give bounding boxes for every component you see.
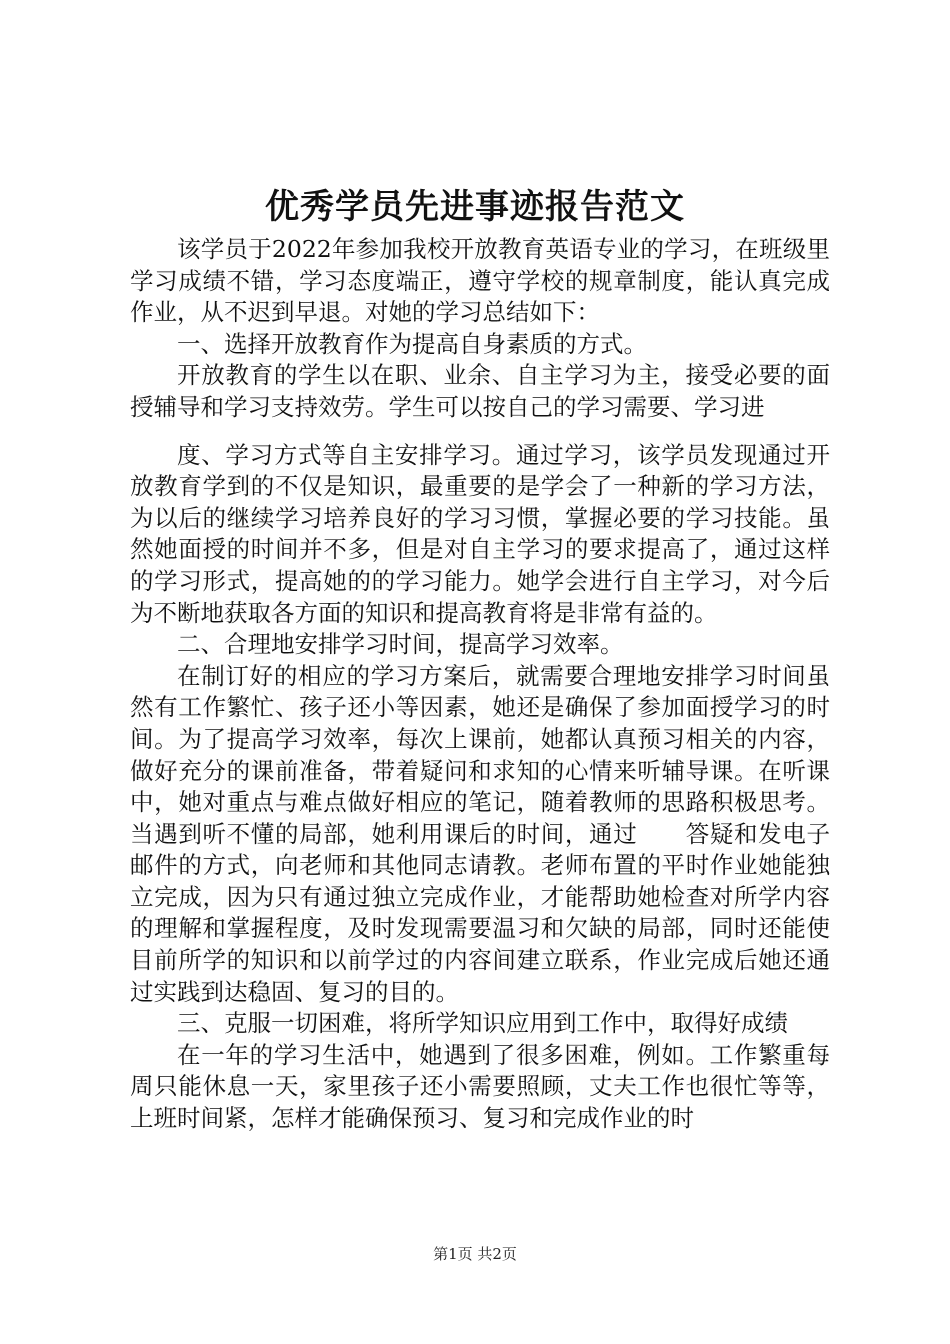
page-footer: 第1页 共2页 — [433, 1245, 517, 1263]
paragraph-difficulties: 在一年的学习生活中，她遇到了很多困难，例如。工作繁重每周只能休息一天，家里孩子还小需要照顾，丈夫工作也很忙等等，上班时间紧，怎样才能确保预习、复习和完成作业的时 — [130, 1040, 830, 1133]
document-title: 优秀学员先进事迹报告范文 — [265, 187, 685, 227]
paragraph-open-education: 开放教育的学生以在职、业余、自主学习为主，接受必要的面授辅导和学习支持效劳。学生可以按自己的学习需要、学习进 — [130, 361, 830, 421]
paragraph-intro: 该学员于2022年参加我校开放教育英语专业的学习，在班级里学习成绩不错，学习态度端正，遵守学校的规章制度，能认真完成作业，从不迟到早退。对她的学习总结如下： — [130, 235, 830, 327]
document-body — [130, 234, 830, 1135]
paragraph-study-time: 在制订好的相应的学习方案后，就需要合理地安排学习时间虽然有工作繁忙、孩子还小等因素，她还是确保了参加面授学习的时间。为了提高学习效率，每次上课前，她都认真预习相关的内容，做好充分的课前准备，带着疑问和求知的心情来听辅导课。在听课中，她对重点与难点做好相应的笔记，随着教师的思路积极思考。当遇到听不懂的局部，她利用课后的时间，通过 答疑和发电子邮件的方式，向老师和其他同志请教。老师布置的平时作业她能独立完成，因为只有通过独立完成作业，才能帮助她检查对所学内容的理解和掌握程度，及时发现需要温习和欠缺的局部，同时还能使目前所学的知识和以前学过的内容间建立联系，作业完成后她还通过实践到达稳固、复习的目的。 — [130, 661, 830, 1006]
section-heading-2: 二、合理地安排学习时间，提高学习效率。 — [177, 630, 624, 659]
section-heading-3: 三、克服一切困难，将所学知识应用到工作中，取得好成绩 — [177, 1009, 788, 1038]
paragraph-learning-method: 度、学习方式等自主安排学习。通过学习，该学员发现通过开放教育学到的不仅是知识，最重要的是学会了一种新的学习方法，为以后的继续学习培养良好的学习习惯，掌握必要的学习技能。虽然她面授的时间并不多，但是对自主学习的要求提高了，通过这样的学习形式，提高她的的学习能力。她学会进行自主学习，对今后为不断地获取各方面的知识和提高教育将是非常有益的。 — [130, 440, 830, 627]
section-heading-1: 一、选择开放教育作为提高自身素质的方式。 — [177, 329, 647, 358]
